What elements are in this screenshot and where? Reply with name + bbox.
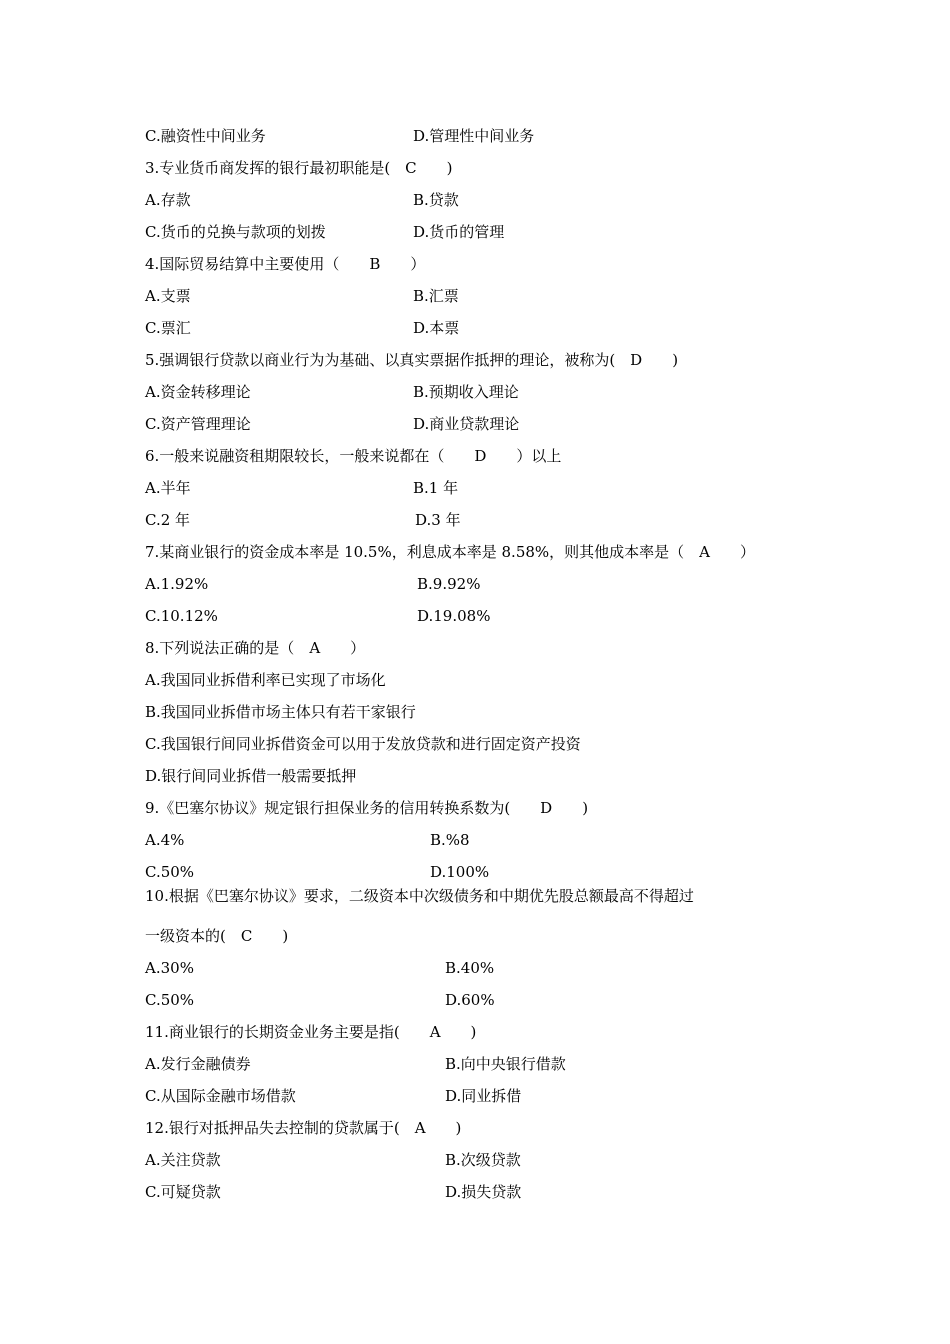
option-a-c: C.50% — [145, 863, 195, 881]
question-line: C.我国银行间同业拆借资金可以用于发放贷款和进行固定资产投资 — [145, 735, 581, 753]
option-a-c: C.2 年 — [145, 511, 191, 529]
question-line: 11.商业银行的长期资金业务主要是指( A ) — [145, 1023, 477, 1041]
option-a-c: C.资产管理理论 — [145, 415, 251, 433]
option-b-d: B.%8 — [430, 831, 470, 849]
option-a-c: C.可疑贷款 — [145, 1183, 221, 1201]
option-b-d: B.9.92% — [417, 575, 481, 593]
option-b-d: D.管理性中间业务 — [413, 127, 535, 145]
option-a-c: A.支票 — [145, 287, 191, 305]
option-a-c: A.1.92% — [145, 575, 209, 593]
option-b-d: D.60% — [445, 991, 495, 1009]
option-b-d: B.次级贷款 — [445, 1151, 521, 1169]
option-a-c: A.半年 — [145, 479, 191, 497]
option-b-d: D.货币的管理 — [413, 223, 505, 241]
option-b-d: D.100% — [430, 863, 490, 881]
option-a-c: A.关注贷款 — [145, 1151, 221, 1169]
question-line: 6.一般来说融资租期限较长，一般来说都在（ D ）以上 — [145, 447, 562, 465]
option-b-d: B.向中央银行借款 — [445, 1055, 566, 1073]
option-b-d: D.同业拆借 — [445, 1087, 522, 1105]
option-a-c: C.10.12% — [145, 607, 218, 625]
option-a-c: A.4% — [145, 831, 185, 849]
question-line: 3.专业货币商发挥的银行最初职能是( C ) — [145, 159, 453, 177]
question-line: 7.某商业银行的资金成本率是 10.5%，利息成本率是 8.58%，则其他成本率是（ A ） — [145, 543, 755, 561]
option-b-d: D.商业贷款理论 — [413, 415, 520, 433]
option-a-c: C.50% — [145, 991, 195, 1009]
option-a-c: C.融资性中间业务 — [145, 127, 266, 145]
question-line: 12.银行对抵押品失去控制的贷款属于( A ) — [145, 1119, 462, 1137]
option-a-c: C.货币的兑换与款项的划拨 — [145, 223, 326, 241]
question-line: 8.下列说法正确的是（ A ） — [145, 639, 366, 657]
option-a-c: C.从国际金融市场借款 — [145, 1087, 296, 1105]
option-a-c: C.票汇 — [145, 319, 191, 337]
question-line: 4.国际贸易结算中主要使用（ B ） — [145, 255, 426, 273]
question-line: 一级资本的( C ) — [145, 927, 289, 945]
option-a-c: A.30% — [145, 959, 194, 977]
option-b-d: B.贷款 — [413, 191, 459, 209]
question-line: B.我国同业拆借市场主体只有若干家银行 — [145, 703, 416, 721]
option-b-d: B.汇票 — [413, 287, 459, 305]
option-b-d: D.本票 — [413, 319, 460, 337]
option-a-c: A.资金转移理论 — [145, 383, 251, 401]
question-line: D.银行间同业拆借一般需要抵押 — [145, 767, 357, 785]
option-a-c: A.发行金融债券 — [145, 1055, 251, 1073]
option-a-c: A.存款 — [145, 191, 191, 209]
question-line: A.我国同业拆借利率已实现了市场化 — [145, 671, 386, 689]
option-b-d: B.1 年 — [413, 479, 459, 497]
option-b-d: B.40% — [445, 959, 495, 977]
option-b-d: D.3 年 — [415, 511, 461, 529]
option-b-d: D.损失贷款 — [445, 1183, 522, 1201]
question-line: 10.根据《巴塞尔协议》要求，二级资本中次级债务和中期优先股总额最高不得超过 — [145, 887, 694, 905]
option-b-d: B.预期收入理论 — [413, 383, 519, 401]
question-line: 9.《巴塞尔协议》规定银行担保业务的信用转换系数为( D ) — [145, 799, 589, 817]
question-line: 5.强调银行贷款以商业行为为基础、以真实票据作抵押的理论，被称为( D ) — [145, 351, 679, 369]
option-b-d: D.19.08% — [417, 607, 491, 625]
